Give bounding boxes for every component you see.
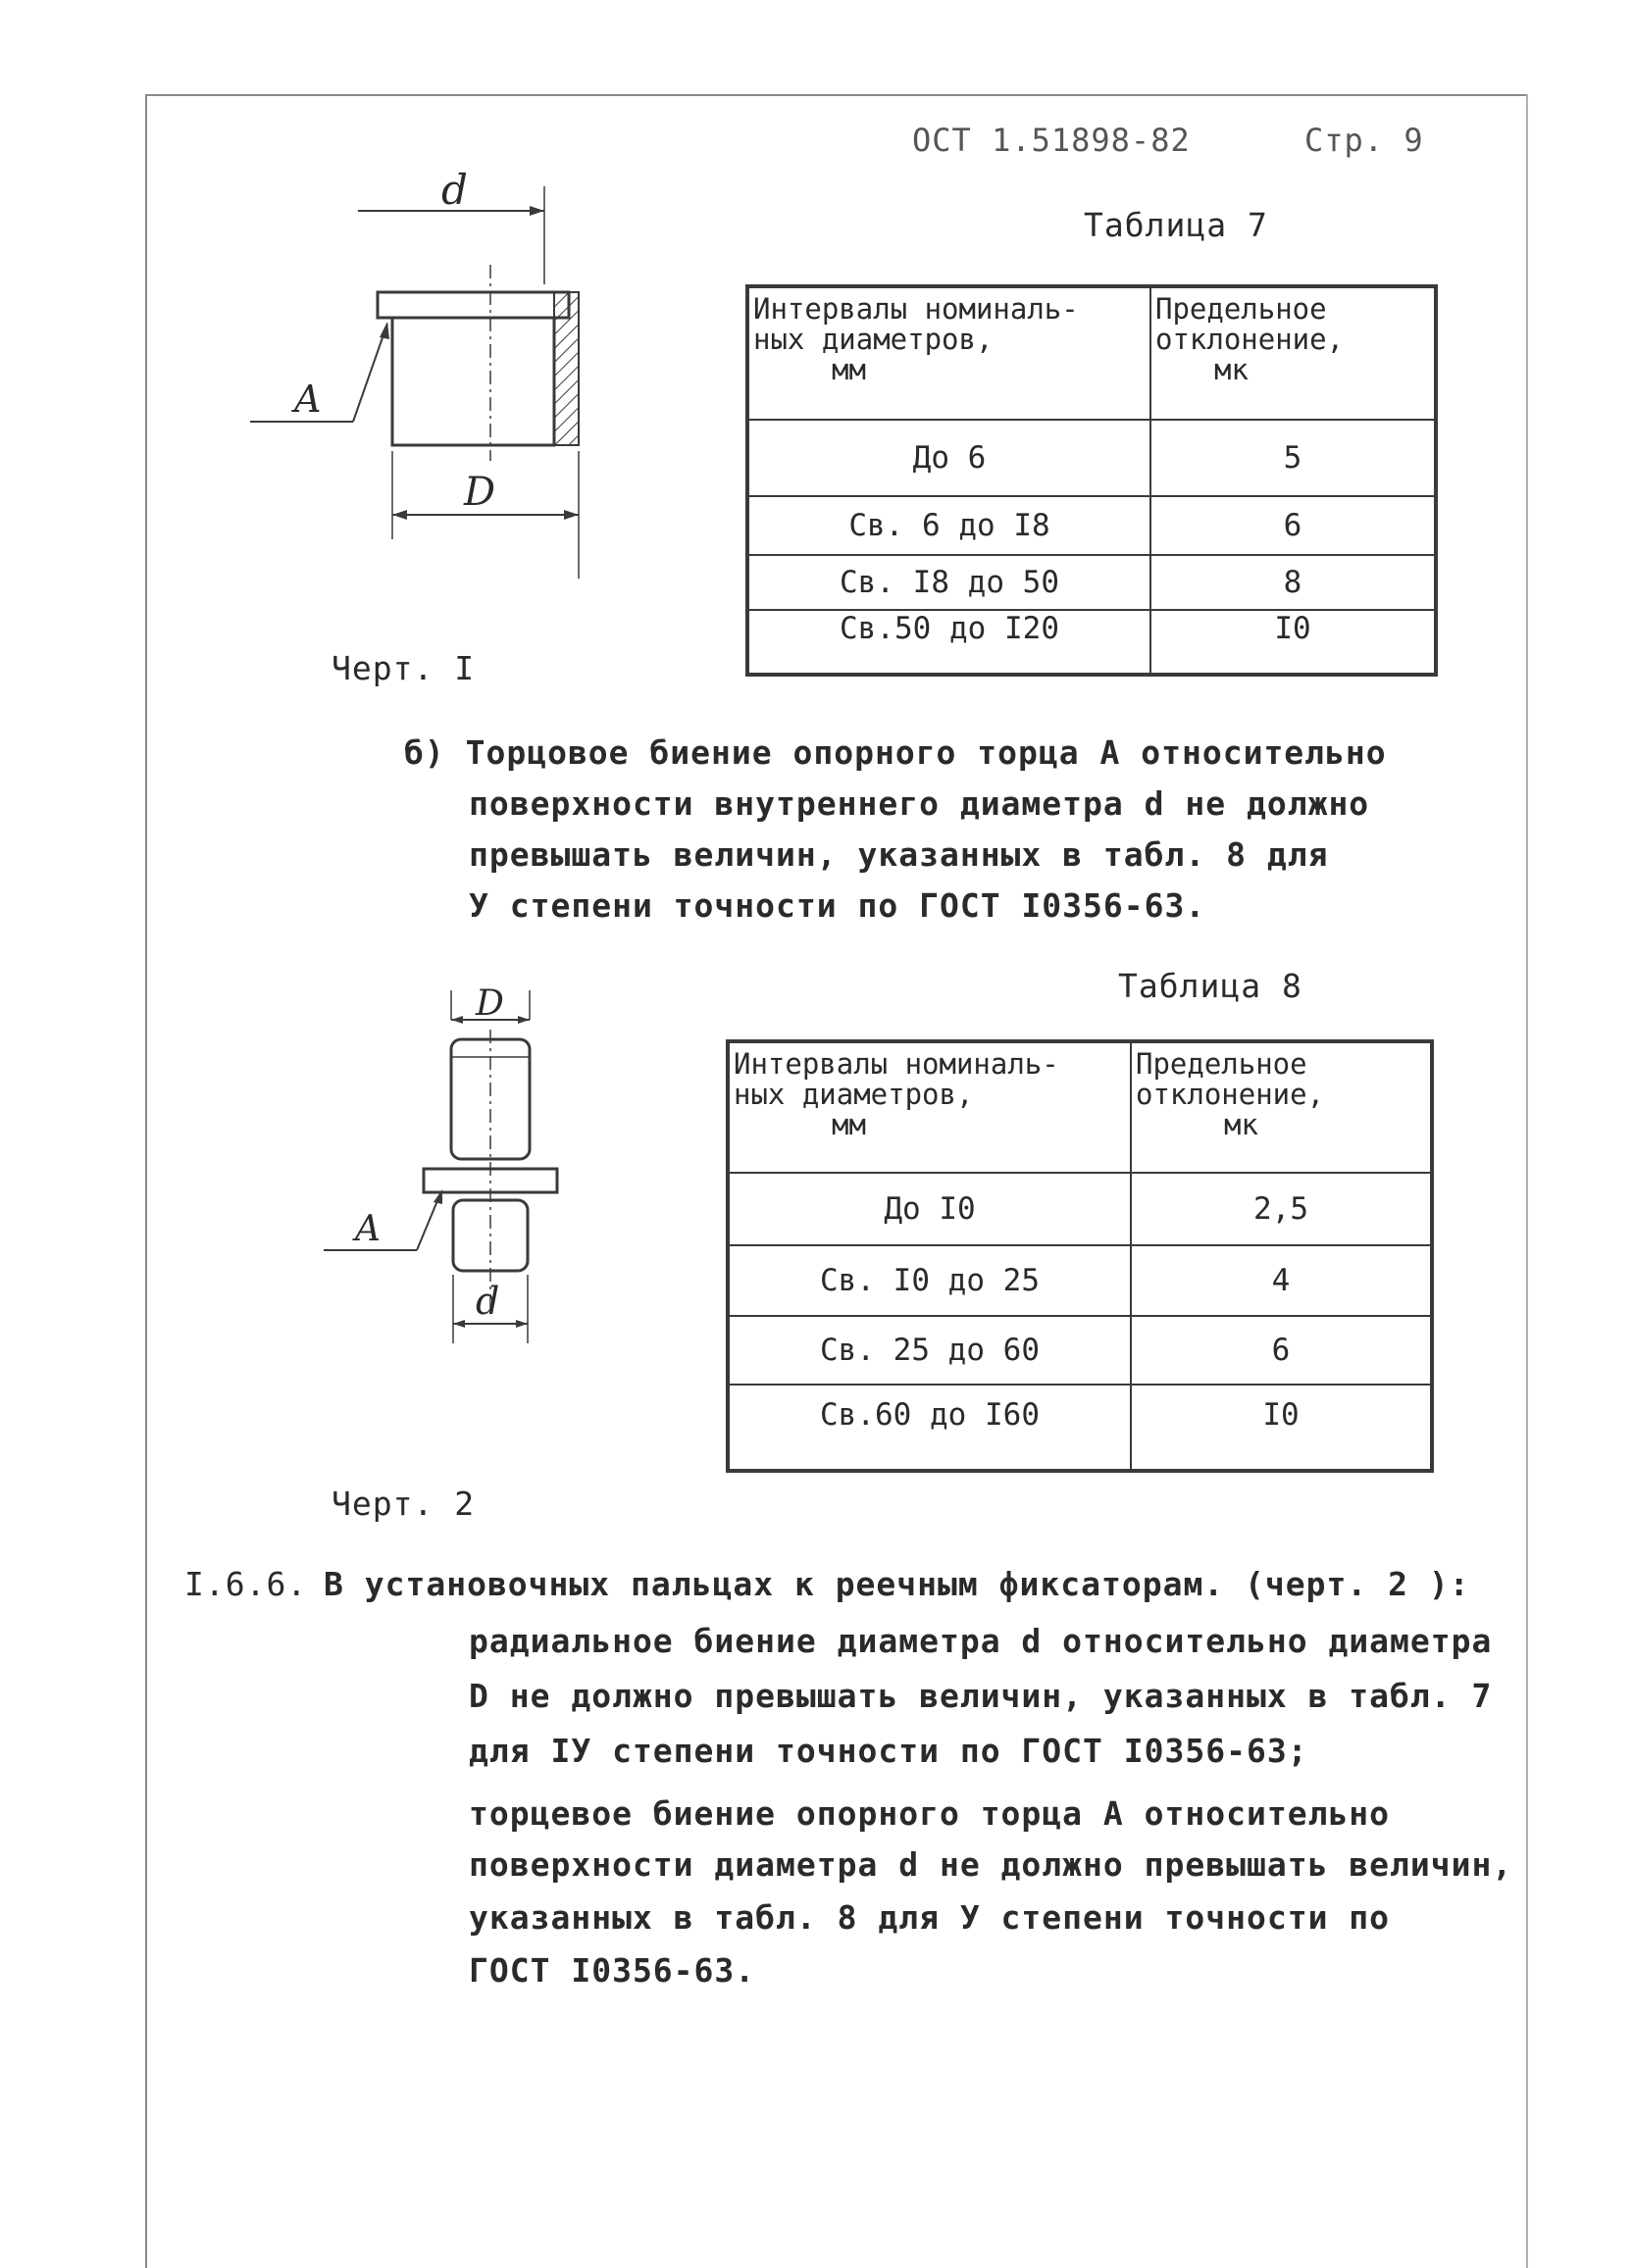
section-line8: ГОСТ I0356-63.: [469, 1951, 756, 1990]
drawing1-label-D: D: [464, 470, 496, 515]
drawing1-caption: Черт. I: [332, 649, 476, 687]
table7-col1-header-line3: мм: [832, 353, 866, 386]
table7-col2-header: [1150, 286, 1436, 420]
table7-col1-header: [747, 286, 1150, 420]
section-line5: торцевое биение опорного торца А относительно: [469, 1794, 1391, 1833]
table8-col1-header-line3: мм: [832, 1108, 866, 1141]
table-row: [728, 1385, 1432, 1471]
section-line1: В установочных пальцах к реечным фиксаторам. (черт. 2 ):: [324, 1565, 1470, 1603]
table-row: [747, 420, 1436, 496]
table7: [745, 284, 1438, 677]
page-frame-left: [145, 94, 147, 2268]
section-line3: D не должно превышать величин, указанных в табл. 7: [469, 1677, 1493, 1715]
drawing1-label-d: d: [441, 167, 468, 214]
drawing2-caption: Черт. 2: [332, 1485, 476, 1523]
table8-deviation: 2,5: [1131, 1173, 1432, 1245]
section-line4: для IУ степени точности по ГОСТ I0356-63;: [469, 1732, 1308, 1770]
table-row: [728, 1245, 1432, 1316]
table8-deviation: 6: [1131, 1316, 1432, 1385]
table7-deviation: 6: [1150, 496, 1436, 555]
drawing-1: [250, 167, 603, 598]
table8: [726, 1039, 1434, 1473]
table8-col1-header-line1: Интервалы номиналь-: [734, 1047, 1059, 1081]
table7-caption: Таблица 7: [1084, 206, 1268, 244]
page-frame-right: [1526, 94, 1528, 2268]
table7-deviation: I0: [1150, 610, 1436, 675]
table8-interval: Св. 25 до 60: [728, 1316, 1131, 1385]
table-row: [747, 555, 1436, 610]
table7-interval: Св. 6 до I8: [747, 496, 1150, 555]
drawing2-label-A: A: [355, 1209, 381, 1249]
table8-col1-header-line2: ных диаметров,: [734, 1078, 974, 1111]
table7-interval: Св.50 до I20: [747, 610, 1150, 675]
table-row: [747, 496, 1436, 555]
table7-col2-header-line1: Предельное: [1155, 292, 1327, 326]
table8-interval: Св.60 до I60: [728, 1385, 1131, 1471]
table8-caption: Таблица 8: [1118, 967, 1302, 1005]
drawing-2: [314, 981, 569, 1373]
table8-col1-header: [728, 1041, 1131, 1173]
para-b-line3: превышать величин, указанных в табл. 8 для: [469, 835, 1329, 874]
table7-col2-header-line3: мк: [1214, 353, 1249, 386]
page-frame-top: [145, 94, 1526, 96]
table-row: [728, 1173, 1432, 1245]
table8-interval: До I0: [728, 1173, 1131, 1245]
table7-interval: До 6: [747, 420, 1150, 496]
table8-col2-header-line2: отклонение,: [1136, 1078, 1325, 1111]
standard-number: ОСТ 1.51898-82: [912, 122, 1191, 159]
section-number: I.6.6.: [184, 1565, 308, 1603]
section-line2: радиальное биение диаметра d относительно диаметра: [469, 1622, 1493, 1660]
table7-deviation: 5: [1150, 420, 1436, 496]
para-b-line2: поверхности внутреннего диаметра d не должно: [469, 784, 1370, 823]
table-row: [728, 1316, 1432, 1385]
section-line7: указанных в табл. 8 для У степени точности по: [469, 1898, 1391, 1937]
table8-interval: Св. I0 до 25: [728, 1245, 1131, 1316]
table7-deviation: 8: [1150, 555, 1436, 610]
table8-deviation: I0: [1131, 1385, 1432, 1471]
table8-col2-header-line3: мк: [1224, 1108, 1258, 1141]
table8-col2-header-line1: Предельное: [1136, 1047, 1307, 1081]
drawing1-label-A: A: [294, 378, 322, 421]
table8-col2-header: [1131, 1041, 1432, 1173]
section-line6: поверхности диаметра d не должно превышать величин,: [469, 1845, 1513, 1884]
drawing2-label-d: d: [476, 1280, 500, 1323]
para-b-line1: б) Торцовое биение опорного торца А относительно: [404, 733, 1387, 772]
drawing2-label-D: D: [476, 983, 504, 1024]
table7-col2-header-line2: отклонение,: [1155, 323, 1345, 356]
table7-interval: Св. I8 до 50: [747, 555, 1150, 610]
table8-deviation: 4: [1131, 1245, 1432, 1316]
table7-col1-header-line2: ных диаметров,: [753, 323, 994, 356]
page-number: Стр. 9: [1304, 122, 1424, 159]
para-b-line4: У степени точности по ГОСТ I0356-63.: [469, 886, 1206, 925]
table7-col1-header-line1: Интервалы номиналь-: [753, 292, 1079, 326]
table-row: [747, 610, 1436, 675]
